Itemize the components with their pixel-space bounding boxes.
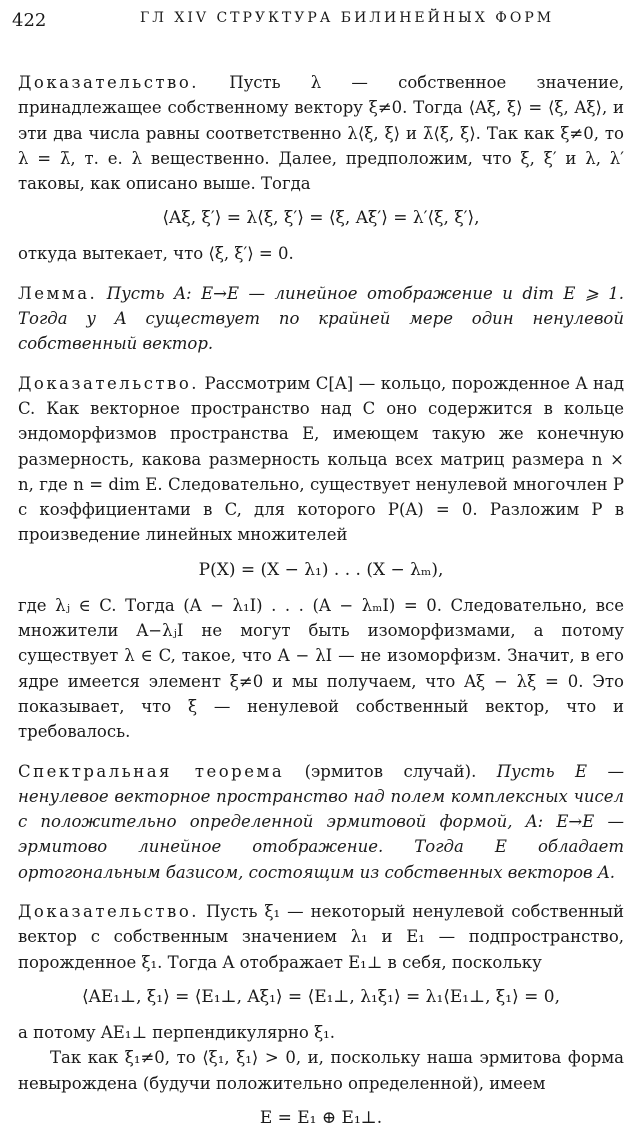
proof-paragraph-2 xyxy=(18,371,624,548)
proof-paragraph-4: Так как ξ₁≠0, то ⟨ξ₁, ξ₁⟩ > 0, и, поскольку наша эрмитова форма невырождена (будучи положительно определенной), имеем xyxy=(18,1048,624,1093)
proof-paragraph-1-end: откуда вытекает, что ⟨ξ, ξ′⟩ = 0. xyxy=(18,244,294,264)
proof-label: Доказательство. xyxy=(18,373,200,393)
page-number: 422 xyxy=(12,10,47,31)
page-body xyxy=(18,70,624,1141)
proof-paragraph-3-end: а потому AE₁⊥ перпендикулярно ξ₁. xyxy=(18,1022,336,1042)
proof-paragraph-3 xyxy=(18,899,624,975)
formula-1: ⟨Aξ, ξ′⟩ = λ⟨ξ, ξ′⟩ = ⟨ξ, Aξ′⟩ = λ′⟨ξ, ξ′⟩, xyxy=(162,208,480,229)
proof-text: Пусть λ — собственное значение, принадлежащее собственному вектору ξ≠0. Тогда ⟨Aξ, ξ⟩ = ⟨ξ, Aξ⟩, и эти два числа равны соответственно λ⟨ξ, ξ⟩ и λ̄⟨ξ, ξ⟩. Так как ξ≠0, то λ = λ̄, т. е. λ вещественно. Далее, предположим, что ξ, ξ′ и λ, λ′ таковы, как описано выше. Тогда xyxy=(18,73,624,194)
theorem-text: Пусть E — ненулевое векторное пространство над полем комплексных чисел с положительно определенной эрмитовой формой, A: E→E — эрмитово линейное отображение. Тогда E обладает ортогональным базисом, состоящим из собственных векторов A. xyxy=(18,761,624,882)
formula-3: ⟨AE₁⊥, ξ₁⟩ = ⟨E₁⊥, Aξ₁⟩ = ⟨E₁⊥, λ₁ξ₁⟩ = λ₁⟨E₁⊥, ξ₁⟩ = 0, xyxy=(81,986,560,1007)
proof-paragraph-2-end: где λⱼ ∈ C. Тогда (A − λ₁I) . . . (A − λₘI) = 0. Следовательно, все множители A−λⱼI не могут быть изоморфизмами, а потому существует λ ∈ C, такое, что A − λI — не изоморфизм. Значит, в его ядре имеется элемент ξ≠0 и мы получаем, что Aξ − λξ = 0. Это показывает, что ξ — ненулевой собственный вектор, что и требовалось. xyxy=(18,595,624,742)
proof-text: Рассмотрим C[A] — кольцо, порожденное A над C. Как векторное пространство над C оно содержится в кольце эндоморфизмов пространства E, имеющем такую же конечную размерность, какова размерность кольца всех матриц размера n × n, где n = dim E. Следовательно, существует ненулевой многочлен P с коэффициентами в C, для которого P(A) = 0. Разложим P в произведение линейных множителей xyxy=(18,373,624,545)
page-header xyxy=(0,0,636,40)
lemma-text: Пусть A: E→E — линейное отображение и dim E ⩾ 1. Тогда у A существует по крайней мере один ненулевой собственный вектор. xyxy=(18,283,624,354)
lemma-label: Лемма. xyxy=(18,283,98,303)
proof-label: Доказательство. xyxy=(18,73,200,92)
formula-2: P(X) = (X − λ₁) . . . (X − λₘ), xyxy=(198,559,444,580)
theorem-paragraph xyxy=(18,759,624,885)
formula-4: E = E₁ ⊕ E₁⊥. xyxy=(259,1107,383,1128)
proof-label: Доказательство. xyxy=(18,902,200,922)
lemma-paragraph xyxy=(18,281,624,357)
proof-paragraph-1 xyxy=(18,70,624,196)
running-head: ГЛ XIV СТРУКТУРА БИЛИНЕЙНЫХ ФОРМ xyxy=(140,10,555,26)
theorem-paren: (эрмитов случай). xyxy=(284,761,477,781)
theorem-label: Спектральная теорема xyxy=(18,761,285,781)
proof-text: Пусть ξ₁ — некоторый ненулевой собственный вектор с собственным значением λ₁ и E₁ — подпространство, порожденное ξ₁. Тогда A отображает E₁⊥ в себя, поскольку xyxy=(18,902,624,972)
